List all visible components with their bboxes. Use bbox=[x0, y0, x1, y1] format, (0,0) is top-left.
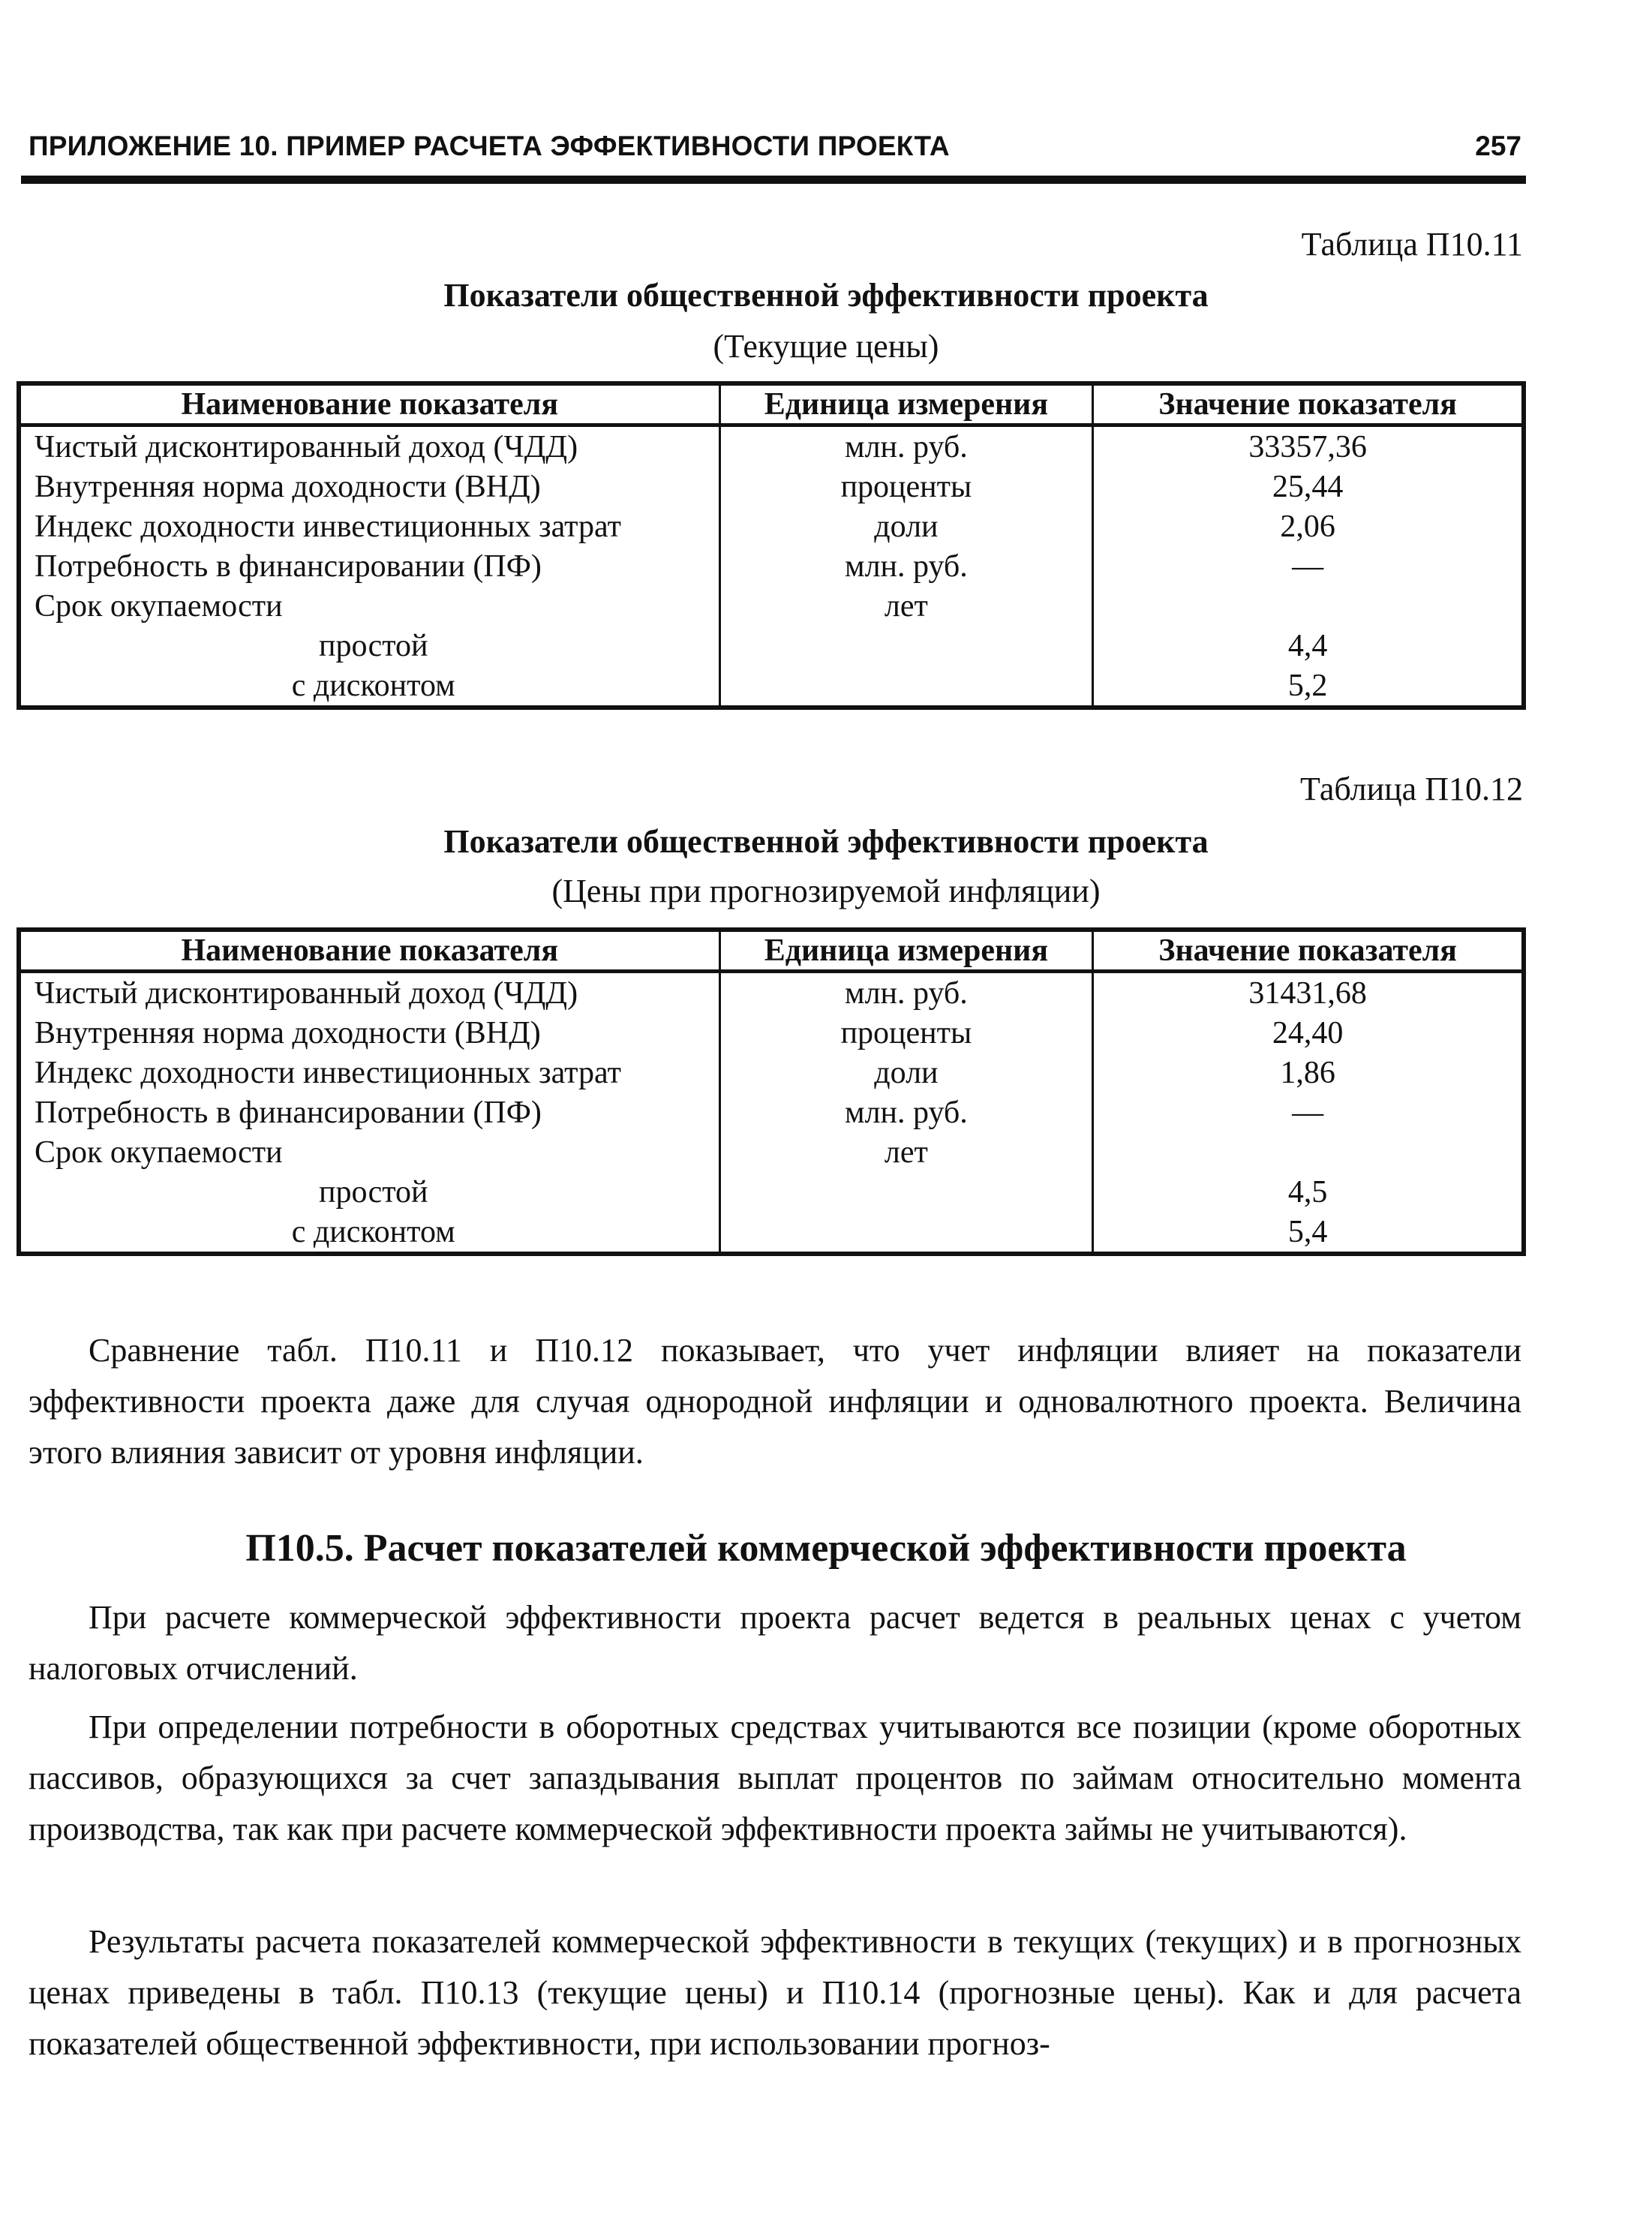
table2-header-row bbox=[19, 930, 1524, 972]
row-name: Потребность в финансировании (ПФ) bbox=[19, 546, 719, 586]
column-header-name: Наименование показателя bbox=[19, 383, 719, 425]
row-unit: млн. руб. bbox=[719, 425, 1093, 467]
row-unit: лет bbox=[719, 586, 1093, 626]
table-row bbox=[19, 1013, 1524, 1053]
row-unit: млн. руб. bbox=[719, 972, 1093, 1014]
row-name: Срок окупаемости bbox=[19, 1132, 719, 1172]
column-header-value: Значение показателя bbox=[1093, 930, 1524, 972]
row-value: 4,5 bbox=[1093, 1172, 1524, 1212]
row-unit: млн. руб. bbox=[719, 546, 1093, 586]
row-value: 25,44 bbox=[1093, 467, 1524, 506]
row-unit: доли bbox=[719, 506, 1093, 546]
column-header-unit: Единица измерения bbox=[719, 930, 1093, 972]
paragraph-working-capital: При определении потребности в оборотных средствах учитываются все позиции (кроме оборотных пассивов, образующихся за счет запаздывания выплат процентов по займам относительно момента производства, так как при расчете коммерческой эффективности проекта займы не учитываются). bbox=[29, 1709, 1521, 1847]
row-value: — bbox=[1093, 546, 1524, 586]
row-value: 31431,68 bbox=[1093, 972, 1524, 1014]
table2-number: Таблица П10.12 bbox=[1300, 771, 1523, 807]
header-rule bbox=[21, 176, 1526, 184]
row-value: — bbox=[1093, 1092, 1524, 1132]
page-number: 257 bbox=[1475, 131, 1521, 161]
table1 bbox=[17, 381, 1526, 710]
row-value: 33357,36 bbox=[1093, 425, 1524, 467]
row-unit bbox=[719, 1212, 1093, 1254]
row-unit: проценты bbox=[719, 467, 1093, 506]
row-value bbox=[1093, 586, 1524, 626]
table-row bbox=[19, 1172, 1524, 1212]
table1-subtitle: (Текущие цены) bbox=[713, 328, 939, 365]
row-name: Чистый дисконтированный доход (ЧДД) bbox=[19, 425, 719, 467]
row-value: 24,40 bbox=[1093, 1013, 1524, 1053]
row-name: Срок окупаемости bbox=[19, 586, 719, 626]
row-name: простой bbox=[19, 626, 719, 666]
row-name: Внутренняя норма доходности (ВНД) bbox=[19, 467, 719, 506]
section-heading: П10.5. Расчет показателей коммерческой эффективности проекта bbox=[245, 1527, 1407, 1570]
row-value: 4,4 bbox=[1093, 626, 1524, 666]
table-row bbox=[19, 626, 1524, 666]
row-name: Внутренняя норма доходности (ВНД) bbox=[19, 1013, 719, 1053]
row-name: Чистый дисконтированный доход (ЧДД) bbox=[19, 972, 719, 1014]
column-header-value: Значение показателя bbox=[1093, 383, 1524, 425]
row-value: 5,4 bbox=[1093, 1212, 1524, 1254]
row-unit bbox=[719, 1172, 1093, 1212]
column-header-unit: Единица измерения bbox=[719, 383, 1093, 425]
row-name: Индекс доходности инвестиционных затрат bbox=[19, 506, 719, 546]
table-row bbox=[19, 546, 1524, 586]
column-header-name: Наименование показателя bbox=[19, 930, 719, 972]
row-unit: лет bbox=[719, 1132, 1093, 1172]
row-unit: проценты bbox=[719, 1013, 1093, 1053]
row-value: 1,86 bbox=[1093, 1053, 1524, 1092]
row-unit bbox=[719, 666, 1093, 708]
running-header-title: ПРИЛОЖЕНИЕ 10. ПРИМЕР РАСЧЕТА ЭФФЕКТИВНОСТИ ПРОЕКТА bbox=[29, 131, 950, 161]
row-value: 5,2 bbox=[1093, 666, 1524, 708]
paragraph-real-prices: При расчете коммерческой эффективности проекта расчет ведется в реальных ценах с учетом налоговых отчислений. bbox=[29, 1599, 1521, 1687]
row-name: с дисконтом bbox=[19, 666, 719, 708]
table-row bbox=[19, 972, 1524, 1014]
row-name: Потребность в финансировании (ПФ) bbox=[19, 1092, 719, 1132]
row-name: Индекс доходности инвестиционных затрат bbox=[19, 1053, 719, 1092]
row-value: 2,06 bbox=[1093, 506, 1524, 546]
row-name: простой bbox=[19, 1172, 719, 1212]
table2 bbox=[17, 927, 1526, 1256]
table-row bbox=[19, 586, 1524, 626]
table-row bbox=[19, 1132, 1524, 1172]
table-row bbox=[19, 1212, 1524, 1254]
table-row bbox=[19, 467, 1524, 506]
table-row bbox=[19, 506, 1524, 546]
running-header bbox=[29, 128, 1521, 170]
paragraph-comparison: Сравнение табл. П10.11 и П10.12 показывает, что учет инфляции влияет на показатели эффективности проекта даже для случая однородной инфляции и одновалютного проекта. Величина этого влияния зависит от уровня инфляции. bbox=[29, 1332, 1521, 1471]
paragraph-results: Результаты расчета показателей коммерческой эффективности в текущих (текущих) и в прогнозных ценах приведены в табл. П10.13 (текущие цены) и П10.14 (прогнозные цены). Как и для расчета показателей общественной эффективности, при использовании прогноз- bbox=[29, 1923, 1521, 2062]
row-unit: доли bbox=[719, 1053, 1093, 1092]
table2-title: Показатели общественной эффективности проекта bbox=[443, 823, 1209, 860]
table1-header-row bbox=[19, 383, 1524, 425]
table-row bbox=[19, 425, 1524, 467]
row-name: с дисконтом bbox=[19, 1212, 719, 1254]
table1-title: Показатели общественной эффективности проекта bbox=[443, 277, 1209, 314]
table-row bbox=[19, 1053, 1524, 1092]
table-row bbox=[19, 1092, 1524, 1132]
row-unit bbox=[719, 626, 1093, 666]
table-row bbox=[19, 666, 1524, 708]
table1-number: Таблица П10.11 bbox=[1301, 226, 1523, 263]
table2-subtitle: (Цены при прогнозируемой инфляции) bbox=[551, 873, 1101, 909]
row-unit: млн. руб. bbox=[719, 1092, 1093, 1132]
row-value bbox=[1093, 1132, 1524, 1172]
